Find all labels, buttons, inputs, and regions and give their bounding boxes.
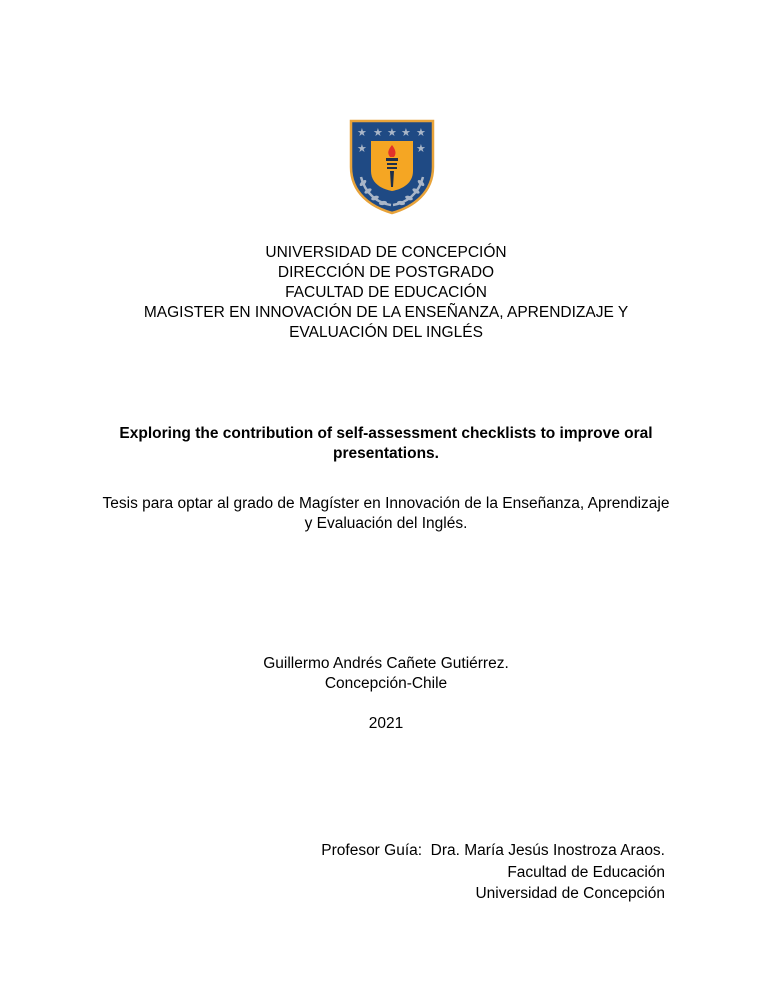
svg-text:★: ★ bbox=[401, 127, 411, 139]
university-crest-logo bbox=[349, 119, 435, 215]
advisor-faculty: Facultad de Educación bbox=[507, 863, 665, 881]
advisor-name: Profesor Guía: Dra. María Jesús Inostroza Araos. bbox=[321, 842, 665, 859]
svg-text:★: ★ bbox=[373, 127, 383, 139]
degree-statement bbox=[0, 494, 772, 534]
year-block bbox=[0, 714, 772, 734]
author-name: Guillermo Andrés Cañete Gutiérrez. bbox=[263, 655, 509, 672]
institution-line: FACULTAD DE EDUCACIÓN bbox=[285, 284, 487, 301]
institution-line: UNIVERSIDAD DE CONCEPCIÓN bbox=[265, 244, 507, 261]
thesis-title-line: Exploring the contribution of self-assessment checklists to improve oral bbox=[119, 425, 653, 442]
institution-line: EVALUACIÓN DEL INGLÉS bbox=[289, 324, 483, 341]
year: 2021 bbox=[368, 715, 404, 732]
svg-text:★: ★ bbox=[416, 143, 426, 155]
svg-text:★: ★ bbox=[416, 127, 426, 139]
advisor-university: Universidad de Concepción bbox=[475, 885, 665, 902]
author-block bbox=[0, 654, 772, 694]
advisor-block bbox=[321, 840, 665, 905]
thesis-title-line: presentations. bbox=[333, 445, 439, 462]
degree-line: y Evaluación del Inglés. bbox=[304, 515, 468, 532]
degree-line: Tesis para optar al grado de Magíster en Innovación de la Enseñanza, Aprendizaje bbox=[102, 495, 670, 512]
institution-line: DIRECCIÓN DE POSTGRADO bbox=[277, 264, 495, 281]
svg-text:★: ★ bbox=[357, 127, 367, 139]
author-place: Concepción-Chile bbox=[324, 675, 448, 692]
svg-text:★: ★ bbox=[387, 127, 397, 139]
thesis-title bbox=[0, 424, 772, 464]
institution-line: MAGISTER EN INNOVACIÓN DE LA ENSEÑANZA, APRENDIZAJE Y bbox=[143, 304, 629, 321]
svg-text:★: ★ bbox=[357, 143, 367, 155]
institution-block bbox=[0, 243, 772, 343]
